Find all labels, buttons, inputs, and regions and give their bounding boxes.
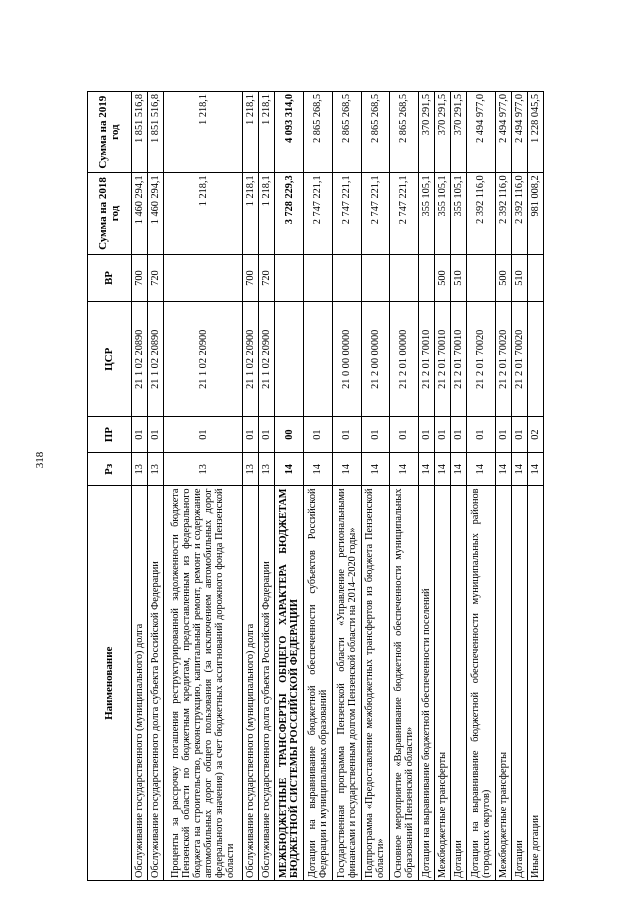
cell-name: МЕЖБЮДЖЕТНЫЕ ТРАНСФЕРТЫ ОБЩЕГО ХАРАКТЕРА БЮДЖЕТАМ БЮДЖЕТНОЙ СИСТЕМЫ РОССИЙСКОЙ ФЕДЕРАЦИИ xyxy=(275,486,304,881)
cell-rz: 13 xyxy=(243,453,259,486)
cell-csr: 21 2 01 70010 xyxy=(418,302,434,417)
cell-pr: 01 xyxy=(243,417,259,453)
cell-csr: 21 2 01 70020 xyxy=(495,302,511,417)
cell-sum-2019: 1 851 516,8 xyxy=(132,92,148,173)
rotated-table-container xyxy=(87,91,544,881)
cell-rz: 14 xyxy=(418,453,434,486)
cell-vr: 720 xyxy=(148,254,164,302)
table-row xyxy=(148,92,164,881)
cell-sum-2019: 2 865 268,5 xyxy=(304,92,333,173)
table-row xyxy=(418,92,434,881)
cell-sum-2019: 4 093 314,0 xyxy=(275,92,304,173)
cell-name: Подпрограмма «Предоставление межбюджетных трансфертов из бюджета Пензенской области» xyxy=(361,486,390,881)
cell-csr: 21 1 02 20900 xyxy=(164,302,243,417)
cell-csr: 21 2 00 00000 xyxy=(361,302,390,417)
cell-rz: 14 xyxy=(495,453,511,486)
cell-name: Государственная программа Пензенской области «Управление региональными финансами и государственным долгом Пензенской области на 2014–2020 годы» xyxy=(332,486,361,881)
table-row xyxy=(132,92,148,881)
cell-pr: 01 xyxy=(467,417,496,453)
cell-rz: 13 xyxy=(164,453,243,486)
cell-rz: 14 xyxy=(275,453,304,486)
cell-sum-2019: 1 218,1 xyxy=(164,92,243,173)
cell-sum-2018: 2 392 116,0 xyxy=(511,173,527,254)
budget-table xyxy=(87,91,544,881)
table-row xyxy=(527,92,543,881)
cell-vr: 500 xyxy=(434,254,450,302)
cell-vr: 510 xyxy=(511,254,527,302)
cell-rz: 14 xyxy=(527,453,543,486)
cell-pr: 01 xyxy=(434,417,450,453)
table-row xyxy=(164,92,243,881)
cell-name: Обслуживание государственного долга субъекта Российской Федерации xyxy=(148,486,164,881)
cell-sum-2019: 1 218,1 xyxy=(243,92,259,173)
table-row xyxy=(332,92,361,881)
table-row xyxy=(304,92,333,881)
cell-pr: 01 xyxy=(390,417,419,453)
cell-sum-2019: 2 865 268,5 xyxy=(361,92,390,173)
table-row xyxy=(450,92,466,881)
cell-pr: 01 xyxy=(511,417,527,453)
cell-csr: 21 2 01 70010 xyxy=(434,302,450,417)
cell-sum-2018: 1 218,1 xyxy=(164,173,243,254)
cell-csr: 21 2 01 70020 xyxy=(511,302,527,417)
cell-pr: 00 xyxy=(275,417,304,453)
cell-pr: 01 xyxy=(132,417,148,453)
cell-name: Дотации на выравнивание бюджетной обеспеченности муниципальных районов (городских округов) xyxy=(467,486,496,881)
cell-sum-2018: 1 460 294,1 xyxy=(132,173,148,254)
cell-pr: 02 xyxy=(527,417,543,453)
cell-sum-2019: 2 865 268,5 xyxy=(390,92,419,173)
cell-csr: 21 1 02 20900 xyxy=(259,302,275,417)
cell-name: Дотации на выравнивание бюджетной обеспеченности субъектов Российской Федерации и муниципальных образований xyxy=(304,486,333,881)
col-header-pr: ПР xyxy=(88,417,132,453)
table-row xyxy=(275,92,304,881)
cell-vr: 700 xyxy=(132,254,148,302)
cell-name: Обслуживание государственного долга субъекта Российской Федерации xyxy=(259,486,275,881)
table-row xyxy=(467,92,496,881)
cell-rz: 13 xyxy=(132,453,148,486)
cell-pr: 01 xyxy=(164,417,243,453)
cell-rz: 14 xyxy=(467,453,496,486)
cell-vr: 510 xyxy=(450,254,466,302)
cell-sum-2018: 2 747 221,1 xyxy=(361,173,390,254)
cell-pr: 01 xyxy=(304,417,333,453)
cell-sum-2018: 2 747 221,1 xyxy=(332,173,361,254)
cell-sum-2018: 1 218,1 xyxy=(243,173,259,254)
cell-sum-2018: 355 105,1 xyxy=(434,173,450,254)
cell-sum-2018: 1 218,1 xyxy=(259,173,275,254)
cell-sum-2018: 3 728 229,3 xyxy=(275,173,304,254)
cell-sum-2018: 981 008,2 xyxy=(527,173,543,254)
table-row xyxy=(361,92,390,881)
cell-sum-2019: 2 494 977,0 xyxy=(511,92,527,173)
cell-sum-2019: 2 494 977,0 xyxy=(467,92,496,173)
cell-pr: 01 xyxy=(418,417,434,453)
cell-csr: 21 2 01 00000 xyxy=(390,302,419,417)
col-header-name: Наименование xyxy=(88,486,132,881)
cell-name: Обслуживание государственного (муниципального) долга xyxy=(243,486,259,881)
cell-name: Межбюджетные трансферты xyxy=(434,486,450,881)
cell-vr: 700 xyxy=(243,254,259,302)
cell-sum-2018: 2 392 116,0 xyxy=(467,173,496,254)
cell-pr: 01 xyxy=(361,417,390,453)
cell-rz: 14 xyxy=(390,453,419,486)
cell-name: Дотации xyxy=(450,486,466,881)
col-header-sum-2018: Сумма на 2018 год xyxy=(88,173,132,254)
page-number: 318 xyxy=(34,451,46,469)
cell-name: Дотации xyxy=(511,486,527,881)
cell-sum-2018: 2 747 221,1 xyxy=(304,173,333,254)
table-row xyxy=(259,92,275,881)
col-header-csr: ЦСР xyxy=(88,302,132,417)
cell-vr xyxy=(361,254,390,302)
cell-vr: 720 xyxy=(259,254,275,302)
cell-pr: 01 xyxy=(148,417,164,453)
cell-sum-2019: 1 218,1 xyxy=(259,92,275,173)
cell-sum-2019: 370 291,5 xyxy=(418,92,434,173)
cell-vr xyxy=(467,254,496,302)
cell-sum-2018: 2 392 116,0 xyxy=(495,173,511,254)
cell-rz: 14 xyxy=(511,453,527,486)
cell-vr xyxy=(418,254,434,302)
cell-sum-2019: 1 228 045,5 xyxy=(527,92,543,173)
cell-rz: 14 xyxy=(332,453,361,486)
cell-name: Обслуживание государственного (муниципального) долга xyxy=(132,486,148,881)
cell-vr xyxy=(332,254,361,302)
cell-vr xyxy=(275,254,304,302)
table-row xyxy=(511,92,527,881)
header-row xyxy=(88,92,132,881)
cell-csr xyxy=(275,302,304,417)
cell-csr: 21 0 00 00000 xyxy=(332,302,361,417)
table-row xyxy=(390,92,419,881)
cell-csr xyxy=(304,302,333,417)
cell-name: Проценты за рассрочку погашения реструктурированной задолженности бюджета Пензенской области по бюджетным кредитам, предоставленным из федерального бюджета на строительство, реконструкцию, капитальный ремонт, ремонт и содержание автомобильных дорог общего пользования (за исключением автомобильных дорог федерального значения) за счет бюджетных ассигнований дорожного фонда Пензенской области xyxy=(164,486,243,881)
cell-name: Межбюджетные трансферты xyxy=(495,486,511,881)
cell-vr: 500 xyxy=(495,254,511,302)
cell-vr xyxy=(164,254,243,302)
cell-rz: 13 xyxy=(148,453,164,486)
cell-sum-2019: 370 291,5 xyxy=(434,92,450,173)
cell-csr: 21 1 02 20900 xyxy=(243,302,259,417)
cell-name: Дотации на выравнивание бюджетной обеспеченности поселений xyxy=(418,486,434,881)
cell-sum-2018: 2 747 221,1 xyxy=(390,173,419,254)
cell-sum-2019: 1 851 516,8 xyxy=(148,92,164,173)
cell-sum-2018: 355 105,1 xyxy=(450,173,466,254)
cell-rz: 14 xyxy=(304,453,333,486)
cell-sum-2019: 2 865 268,5 xyxy=(332,92,361,173)
cell-vr xyxy=(527,254,543,302)
cell-pr: 01 xyxy=(332,417,361,453)
cell-vr xyxy=(390,254,419,302)
table-body xyxy=(132,92,544,881)
cell-sum-2018: 355 105,1 xyxy=(418,173,434,254)
col-header-rz: Рз xyxy=(88,453,132,486)
cell-name: Иные дотации xyxy=(527,486,543,881)
cell-rz: 14 xyxy=(361,453,390,486)
cell-rz: 14 xyxy=(450,453,466,486)
cell-sum-2019: 2 494 977,0 xyxy=(495,92,511,173)
table-row xyxy=(243,92,259,881)
cell-csr: 21 2 01 70010 xyxy=(450,302,466,417)
col-header-sum-2019: Сумма на 2019 год xyxy=(88,92,132,173)
cell-rz: 13 xyxy=(259,453,275,486)
cell-csr: 21 1 02 20890 xyxy=(148,302,164,417)
table-row xyxy=(434,92,450,881)
cell-pr: 01 xyxy=(259,417,275,453)
cell-csr: 21 1 02 20890 xyxy=(132,302,148,417)
cell-vr xyxy=(304,254,333,302)
cell-rz: 14 xyxy=(434,453,450,486)
cell-csr: 21 2 01 70020 xyxy=(467,302,496,417)
cell-pr: 01 xyxy=(495,417,511,453)
table-row xyxy=(495,92,511,881)
cell-sum-2019: 370 291,5 xyxy=(450,92,466,173)
cell-name: Основное мероприятие «Выравнивание бюджетной обеспеченности муниципальных образований Пензенской области» xyxy=(390,486,419,881)
cell-sum-2018: 1 460 294,1 xyxy=(148,173,164,254)
cell-pr: 01 xyxy=(450,417,466,453)
col-header-vr: ВР xyxy=(88,254,132,302)
cell-csr xyxy=(527,302,543,417)
